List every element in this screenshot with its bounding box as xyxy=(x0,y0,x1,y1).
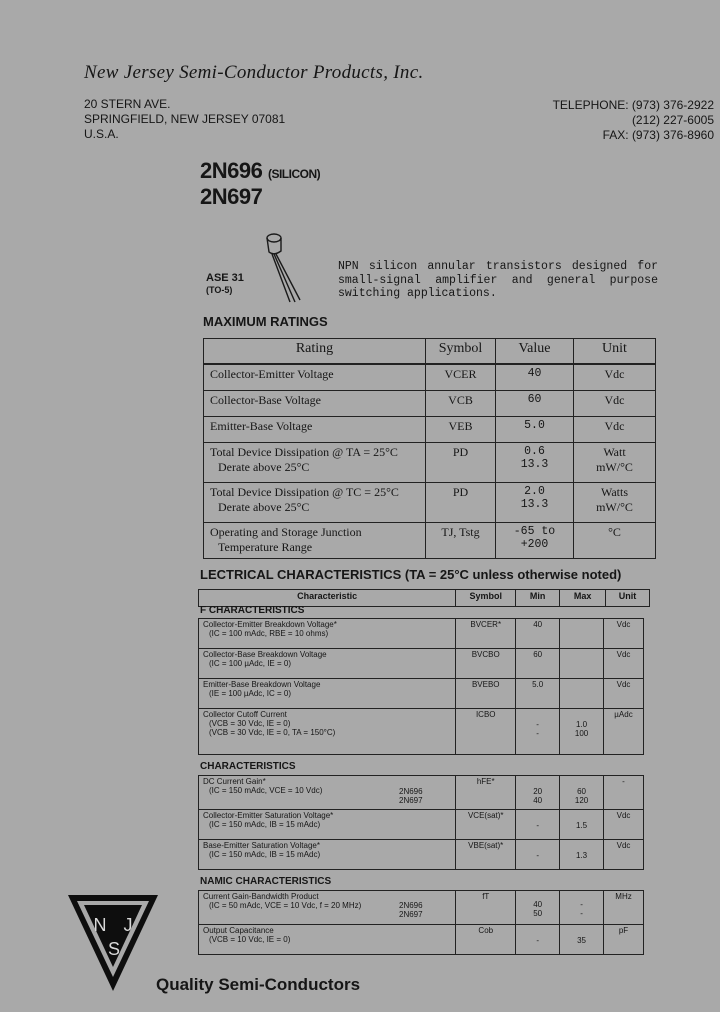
max-ratings-title: MAXIMUM RATINGS xyxy=(203,314,328,329)
footer-tagline: Quality Semi-Conductors xyxy=(156,975,361,994)
unit: Vdc xyxy=(574,364,656,390)
symbol: VEB xyxy=(426,416,496,442)
transistor-package-icon xyxy=(262,232,312,304)
char-name: DC Current Gain* xyxy=(203,777,266,786)
value: 2.0 13.3 xyxy=(496,482,574,522)
unit: MHz xyxy=(604,891,644,925)
unit: Vdc xyxy=(604,810,644,840)
part-number-2: 2N697 xyxy=(200,184,263,209)
max xyxy=(560,679,604,709)
symbol: BVCER* xyxy=(456,619,516,649)
unit: °C xyxy=(574,522,656,558)
header-value: Value xyxy=(496,339,574,365)
logo-letter-j: J xyxy=(123,915,133,935)
rating: Total Device Dissipation @ TC = 25°C Derate above 25°C xyxy=(204,482,426,522)
unit: Vdc xyxy=(604,649,644,679)
char-cond-2: (VCB = 30 Vdc, IE = 0, TA = 150°C) xyxy=(209,728,336,737)
char-name: Emitter-Base Breakdown Voltage xyxy=(203,680,321,689)
min: - - xyxy=(516,709,560,755)
symbol: BVCBO xyxy=(456,649,516,679)
address-line-1: 20 STERN AVE. xyxy=(84,97,171,111)
symbol: BVEBO xyxy=(456,679,516,709)
off-characteristics-title: F CHARACTERISTICS xyxy=(200,605,305,616)
symbol: VCE(sat)* xyxy=(456,810,516,840)
table-row xyxy=(204,390,656,416)
part-material: (SILICON) xyxy=(267,167,321,181)
header-symbol: Symbol xyxy=(456,590,516,607)
table-row xyxy=(204,416,656,442)
rating: Total Device Dissipation @ TA = 25°C Derate above 25°C xyxy=(204,442,426,482)
dynamic-characteristics-title: NAMIC CHARACTERISTICS xyxy=(200,876,332,887)
unit: Vdc xyxy=(604,619,644,649)
symbol: VBE(sat)* xyxy=(456,840,516,870)
unit: Vdc xyxy=(574,390,656,416)
max: 35 xyxy=(560,925,604,955)
table-row xyxy=(199,679,644,709)
symbol: Cob xyxy=(456,925,516,955)
rating: Collector-Base Voltage xyxy=(204,390,426,416)
symbol: TJ, Tstg xyxy=(426,522,496,558)
max: 1.0 100 xyxy=(560,709,604,755)
on-characteristics-title: CHARACTERISTICS xyxy=(200,761,296,772)
case-label: ASE 31 xyxy=(206,272,244,284)
min: - xyxy=(516,925,560,955)
char-name: Current Gain-Bandwidth Product xyxy=(203,892,319,901)
device-labels: 2N696 2N697 xyxy=(399,787,423,805)
header-characteristic: Characteristic xyxy=(199,590,456,607)
char-name: Collector-Emitter Breakdown Voltage* xyxy=(203,620,337,629)
char-cond: (VCB = 10 Vdc, IE = 0) xyxy=(209,935,291,944)
dynamic-characteristics-table xyxy=(198,890,644,955)
table-row xyxy=(199,925,644,955)
symbol: PD xyxy=(426,482,496,522)
part-number-1: 2N696 (SILICON) xyxy=(200,158,321,183)
address-line-2: SPRINGFIELD, NEW JERSEY 07081 xyxy=(84,112,286,126)
symbol: VCER xyxy=(426,364,496,390)
table-row xyxy=(199,619,644,649)
header-max: Max xyxy=(560,590,606,607)
min: 60 xyxy=(516,649,560,679)
char-name: Collector Cutoff Current xyxy=(203,710,287,719)
min: 20 40 xyxy=(516,776,560,810)
unit: µAdc xyxy=(604,709,644,755)
char-name: Output Capacitance xyxy=(203,926,274,935)
rating: Collector-Emitter Voltage xyxy=(204,364,426,390)
char-cond: (IC = 150 mAdc, IB = 15 mAdc) xyxy=(209,820,321,829)
on-characteristics-table xyxy=(198,775,644,870)
min: 40 50 xyxy=(516,891,560,925)
company-name: New Jersey Semi-Conductor Products, Inc. xyxy=(84,62,424,83)
char-cond: (IC = 150 mAdc, IB = 15 mAdc) xyxy=(209,850,321,859)
logo-letter-n: N xyxy=(93,915,107,935)
char-cond: (IC = 150 mAdc, VCE = 10 Vdc) xyxy=(209,786,323,795)
table-row xyxy=(199,776,644,810)
min: 5.0 xyxy=(516,679,560,709)
address-line-3: U.S.A. xyxy=(84,127,119,141)
value: 5.0 xyxy=(496,416,574,442)
symbol: hFE* xyxy=(456,776,516,810)
table-row xyxy=(204,442,656,482)
unit: Vdc xyxy=(604,679,644,709)
table-row xyxy=(204,364,656,390)
header-symbol: Symbol xyxy=(426,339,496,365)
max: 1.5 xyxy=(560,810,604,840)
header-unit: Unit xyxy=(574,339,656,365)
min: - xyxy=(516,810,560,840)
symbol: VCB xyxy=(426,390,496,416)
char-cond: (IC = 100 µAdc, IE = 0) xyxy=(209,659,291,668)
value: 40 xyxy=(496,364,574,390)
off-characteristics-table xyxy=(198,618,644,755)
unit: Vdc xyxy=(574,416,656,442)
symbol: ICBO xyxy=(456,709,516,755)
table-row xyxy=(204,522,656,558)
unit: pF xyxy=(604,925,644,955)
char-name: Base-Emitter Saturation Voltage* xyxy=(203,841,320,850)
rating: Operating and Storage Junction Temperature Range xyxy=(204,522,426,558)
char-cond: (VCB = 30 Vdc, IE = 0) xyxy=(209,719,291,728)
table-row xyxy=(204,482,656,522)
unit: Watts mW/°C xyxy=(574,482,656,522)
nj-semi-logo-icon xyxy=(68,893,158,993)
char-cond: (IC = 100 mAdc, RBE = 10 ohms) xyxy=(209,629,329,638)
header-unit: Unit xyxy=(606,590,650,607)
unit: Watt mW/°C xyxy=(574,442,656,482)
max xyxy=(560,649,604,679)
telephone-2: (212) 227-6005 xyxy=(631,113,714,127)
fax: FAX: (973) 376-8960 xyxy=(602,128,714,142)
header-rating: Rating xyxy=(204,339,426,365)
value: 60 xyxy=(496,390,574,416)
max: - - xyxy=(560,891,604,925)
table-row xyxy=(199,840,644,870)
char-cond: (IC = 50 mAdc, VCE = 10 Vdc, f = 20 MHz) xyxy=(209,901,362,910)
char-name: Collector-Emitter Saturation Voltage* xyxy=(203,811,334,820)
max xyxy=(560,619,604,649)
char-cond: (IE = 100 µAdc, IC = 0) xyxy=(209,689,291,698)
unit: - xyxy=(604,776,644,810)
header-min: Min xyxy=(516,590,560,607)
table-row xyxy=(199,649,644,679)
table-row xyxy=(199,810,644,840)
device-labels: 2N696 2N697 xyxy=(399,901,423,919)
max: 1.3 xyxy=(560,840,604,870)
table-row xyxy=(199,891,644,925)
rating: Emitter-Base Voltage xyxy=(204,416,426,442)
logo-letter-s: S xyxy=(107,939,121,959)
table-row xyxy=(199,709,644,755)
case-package: (TO-5) xyxy=(206,285,233,295)
description: NPN silicon annular transistors designed for small-signal amplifier and general purpose switching applications. xyxy=(338,260,658,300)
char-name: Collector-Base Breakdown Voltage xyxy=(203,650,327,659)
telephone: TELEPHONE: (973) 376-2922 xyxy=(552,98,714,112)
value: -65 to +200 xyxy=(496,522,574,558)
symbol: PD xyxy=(426,442,496,482)
max-ratings-table xyxy=(203,338,656,559)
symbol: fT xyxy=(456,891,516,925)
min: 40 xyxy=(516,619,560,649)
unit: Vdc xyxy=(604,840,644,870)
min: - xyxy=(516,840,560,870)
value: 0.6 13.3 xyxy=(496,442,574,482)
elec-title: LECTRICAL CHARACTERISTICS (TA = 25°C unless otherwise noted) xyxy=(200,567,622,582)
max: 60 120 xyxy=(560,776,604,810)
